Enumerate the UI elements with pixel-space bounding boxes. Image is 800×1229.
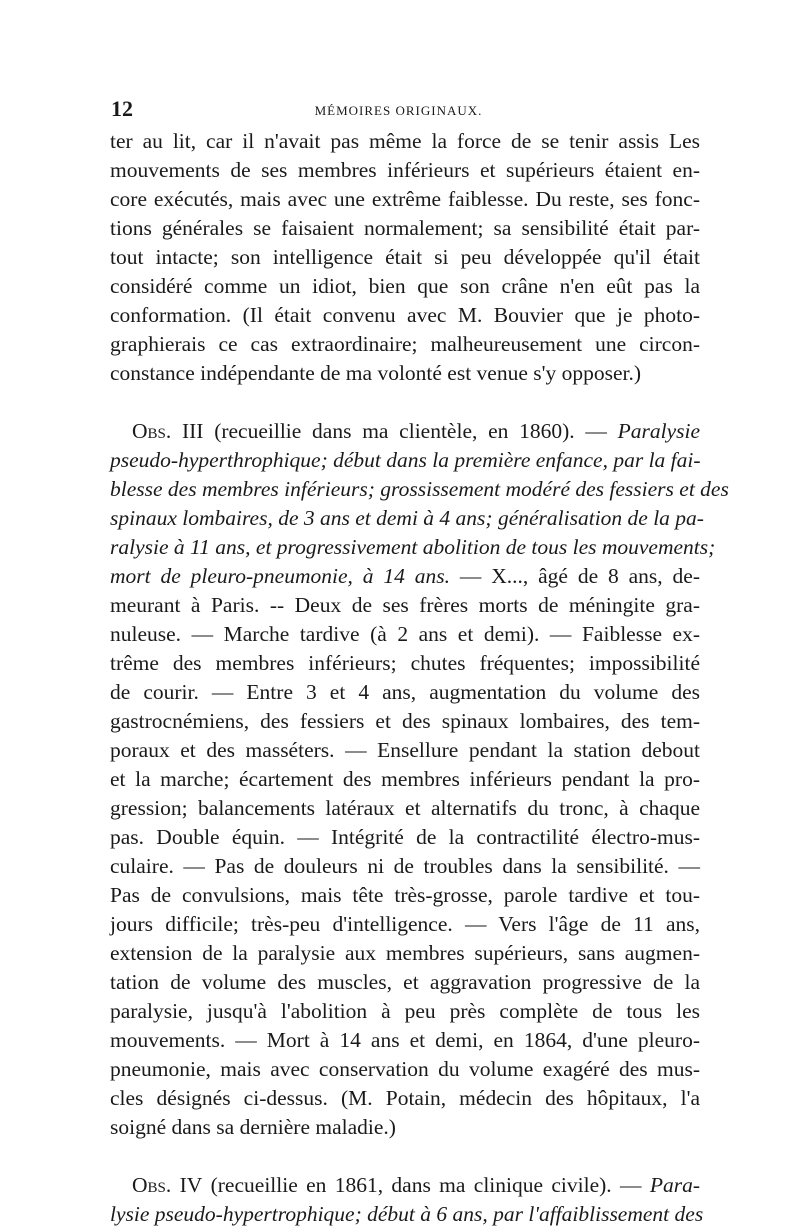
obs-summary: Paralysie <box>617 419 701 443</box>
text-line <box>110 533 716 562</box>
text-line <box>110 562 700 591</box>
text-line: gastrocnémiens, des fessiers et des spinaux lombaires, des tem- <box>110 709 700 733</box>
obs-label: Obs. III <box>132 419 204 443</box>
text-line <box>110 504 704 533</box>
text-line: considéré comme un idiot, bien que son crâne n'en eût pas la <box>110 274 700 298</box>
observation-4 <box>110 1171 704 1229</box>
text-line: tions générales se faisaient normalement; sa sensibilité était par- <box>110 216 700 240</box>
text-line: graphierais ce cas extraordinaire; malheureusement une circon- <box>110 332 700 356</box>
text-line: tation de volume des muscles, et aggravation progressive de la <box>110 970 700 994</box>
text-line: conformation. (Il était convenu avec M. Bouvier que je photo- <box>110 303 700 327</box>
text-line: et la marche; écartement des membres inférieurs pendant la pro- <box>110 767 700 791</box>
text-line: pneumonie, mais avec conservation du volume exagéré des mus- <box>110 1057 700 1081</box>
observation-3 <box>110 417 729 1142</box>
text-line: ter au lit, car il n'avait pas même la force de se tenir assis Les <box>110 129 700 153</box>
text-line: jours difficile; très-peu d'intelligence. — Vers l'âge de 11 ans, <box>110 912 700 936</box>
text-line: tout intacte; son intelligence était si peu développée qu'il était <box>110 245 700 269</box>
text-line: constance indépendante de ma volonté est venue s'y opposer.) <box>110 361 642 385</box>
obs-summary: blesse des membres inférieurs; grossissement modéré des fessiers et des <box>110 477 729 501</box>
obs-summary: spinaux lombaires, de 3 ans et demi à 4 ans; généralisation de la pa- <box>110 506 704 530</box>
text-line: mouvements. — Mort à 14 ans et demi, en 1864, d'une pleuro- <box>110 1028 700 1052</box>
obs-summary: Para- <box>649 1173 700 1197</box>
obs-intro: (recueillie en 1861, dans ma clinique civile). — <box>202 1173 650 1197</box>
text-line: core exécutés, mais avec une extrême faiblesse. Du reste, ses fonc- <box>110 187 700 211</box>
text-line: mouvements de ses membres inférieurs et supérieurs étaient en- <box>110 158 700 182</box>
obs-intro: (recueillie dans ma clientèle, en 1860). — <box>203 419 618 443</box>
text-line: trême des membres inférieurs; chutes fréquentes; impossibilité <box>110 651 700 675</box>
text-line: paralysie, jusqu'à l'abolition à peu près complète de tous les <box>110 999 700 1023</box>
text-line: gression; balancements latéraux et alternatifs du tronc, à chaque <box>110 796 700 820</box>
body-text <box>110 127 729 1229</box>
text-fragment: — X..., âgé de 8 ans, de- <box>449 564 700 588</box>
text-line: meurant à Paris. -- Deux de ses frères morts de méningite gra- <box>110 593 700 617</box>
text-line: pas. Double équin. — Intégrité de la contractilité électro-mus- <box>110 825 700 849</box>
text-line: extension de la paralysie aux membres supérieurs, sans augmen- <box>110 941 700 965</box>
text-line: cles désignés ci-dessus. (M. Potain, médecin des hôpitaux, l'a <box>110 1086 700 1110</box>
obs-heading-line <box>110 417 700 446</box>
obs-summary: lysie pseudo-hypertrophique; début à 6 ans, par l'affaiblissement des <box>110 1202 704 1226</box>
text-line: Pas de convulsions, mais tête très-grosse, parole tardive et tou- <box>110 883 700 907</box>
page-header <box>111 96 686 122</box>
obs-summary: ralysie à 11 ans, et progressivement abolition de tous les mouvements; <box>110 535 716 559</box>
obs-summary: pseudo-hyperthrophique; début dans la première enfance, par la fai- <box>110 448 701 472</box>
text-line: de courir. — Entre 3 et 4 ans, augmentation du volume des <box>110 680 700 704</box>
text-line: soigné dans sa dernière maladie.) <box>110 1115 396 1139</box>
text-line <box>110 446 700 475</box>
page-number: 12 <box>111 96 133 121</box>
obs-heading-line <box>110 1171 700 1200</box>
text-line: culaire. — Pas de douleurs ni de troubles dans la sensibilité. — <box>110 854 700 878</box>
text-line <box>110 475 729 504</box>
running-title: MÉMOIRES ORIGINAUX. <box>314 103 483 118</box>
obs-summary: mort de pleuro-pneumonie, à 14 ans. <box>110 564 450 588</box>
paragraph-continuation <box>110 127 700 388</box>
text-line: poraux et des masséters. — Ensellure pendant la station debout <box>110 738 700 762</box>
text-line: nuleuse. — Marche tardive (à 2 ans et demi). — Faiblesse ex- <box>110 622 700 646</box>
obs-label: Obs. IV <box>132 1173 203 1197</box>
